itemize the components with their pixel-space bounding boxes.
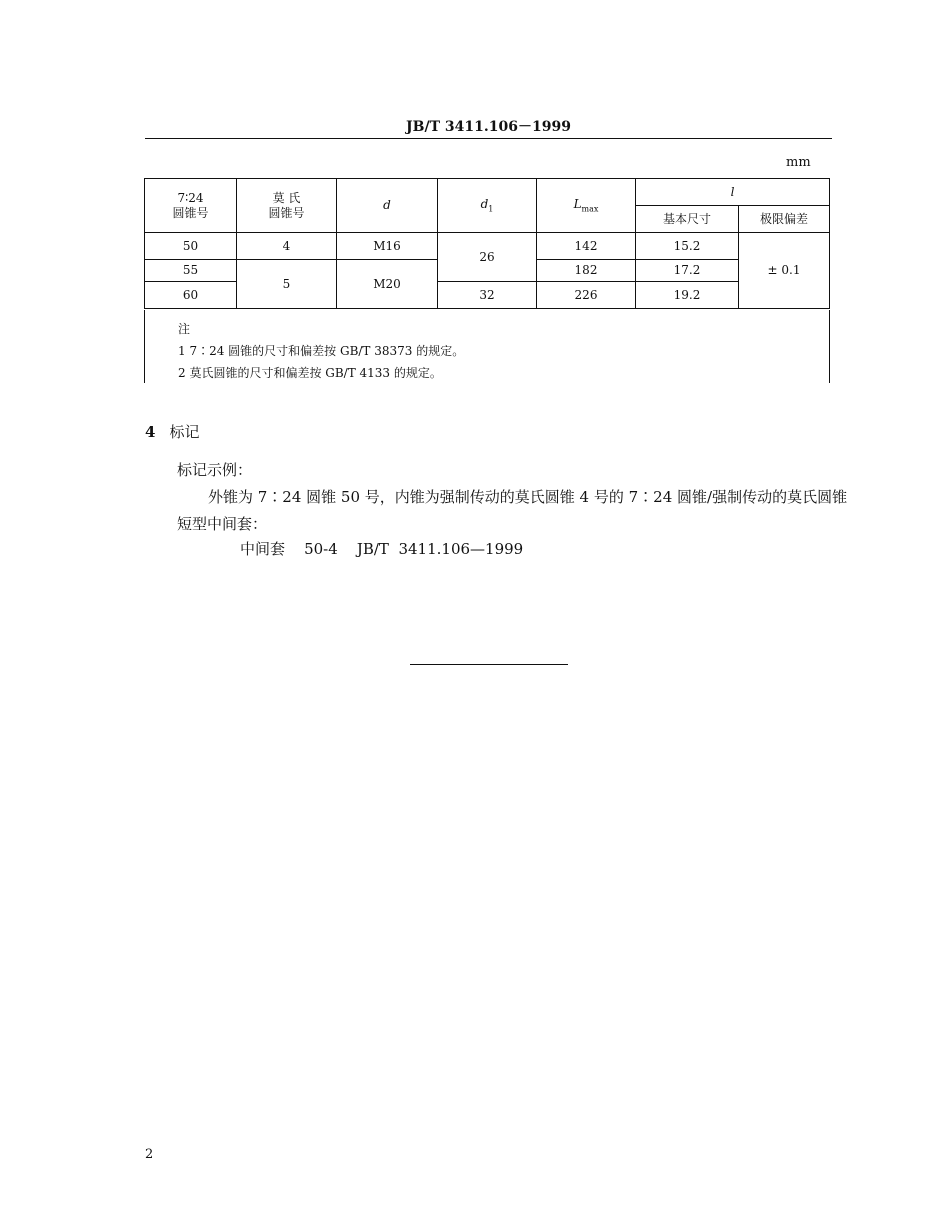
section-heading [145, 421, 199, 442]
cell-l-basic: 15.2 [636, 233, 739, 260]
section-number: 4 [145, 423, 156, 441]
example-paragraph-line1: 外锥为 7∶24 圆锥 50 号，内锥为强制传动的莫氏圆锥 4 号的 7∶24 圆锥/强制传动的莫氏圆锥 [208, 488, 848, 506]
example-label: 标记示例： [177, 461, 253, 479]
header-rule [145, 138, 832, 139]
cell-d1: 26 [438, 233, 537, 282]
standard-code-header: JB/T 3411.106－1999 [406, 119, 571, 135]
end-rule [410, 664, 568, 665]
note-item-1: 1 7∶24 圆锥的尺寸和偏差按 GB/T 38373 的规定。 [178, 344, 465, 358]
table-notes [144, 310, 830, 383]
table-row [145, 233, 830, 260]
notes-title: 注 [178, 322, 191, 336]
dimension-table [144, 178, 830, 309]
cell-morse: 5 [237, 260, 337, 309]
page-number: 2 [145, 1147, 154, 1162]
example-paragraph-line2: 短型中间套： [177, 515, 268, 533]
cell-d1: 32 [438, 282, 537, 309]
header-lmax: $L_{max}$ [537, 179, 636, 233]
cell-taper-724: 55 [145, 260, 237, 282]
cell-lmax: 182 [537, 260, 636, 282]
cell-l-basic: 17.2 [636, 260, 739, 282]
header-taper-724: 7∶24 圆锥号 [145, 179, 237, 233]
header-l: l [636, 179, 830, 206]
marking-example: 中间套 50-4 JB/T 3411.106—1999 [240, 540, 524, 558]
cell-lmax: 226 [537, 282, 636, 309]
header-d1: $d_1$ [438, 179, 537, 233]
header-morse-taper: 莫 氏 圆锥号 [237, 179, 337, 233]
cell-l-basic: 19.2 [636, 282, 739, 309]
cell-morse: 4 [237, 233, 337, 260]
unit-label: mm [786, 155, 811, 170]
cell-lmax: 142 [537, 233, 636, 260]
cell-d: M20 [337, 260, 438, 309]
header-l-tolerance: 极限偏差 [739, 206, 830, 233]
section-title: 标记 [169, 423, 200, 441]
header-d: d [337, 179, 438, 233]
cell-d: M16 [337, 233, 438, 260]
cell-taper-724: 50 [145, 233, 237, 260]
cell-taper-724: 60 [145, 282, 237, 309]
cell-l-tolerance: ± 0.1 [739, 233, 830, 309]
header-l-basic: 基本尺寸 [636, 206, 739, 233]
note-item-2: 2 莫氏圆锥的尺寸和偏差按 GB/T 4133 的规定。 [178, 366, 442, 380]
